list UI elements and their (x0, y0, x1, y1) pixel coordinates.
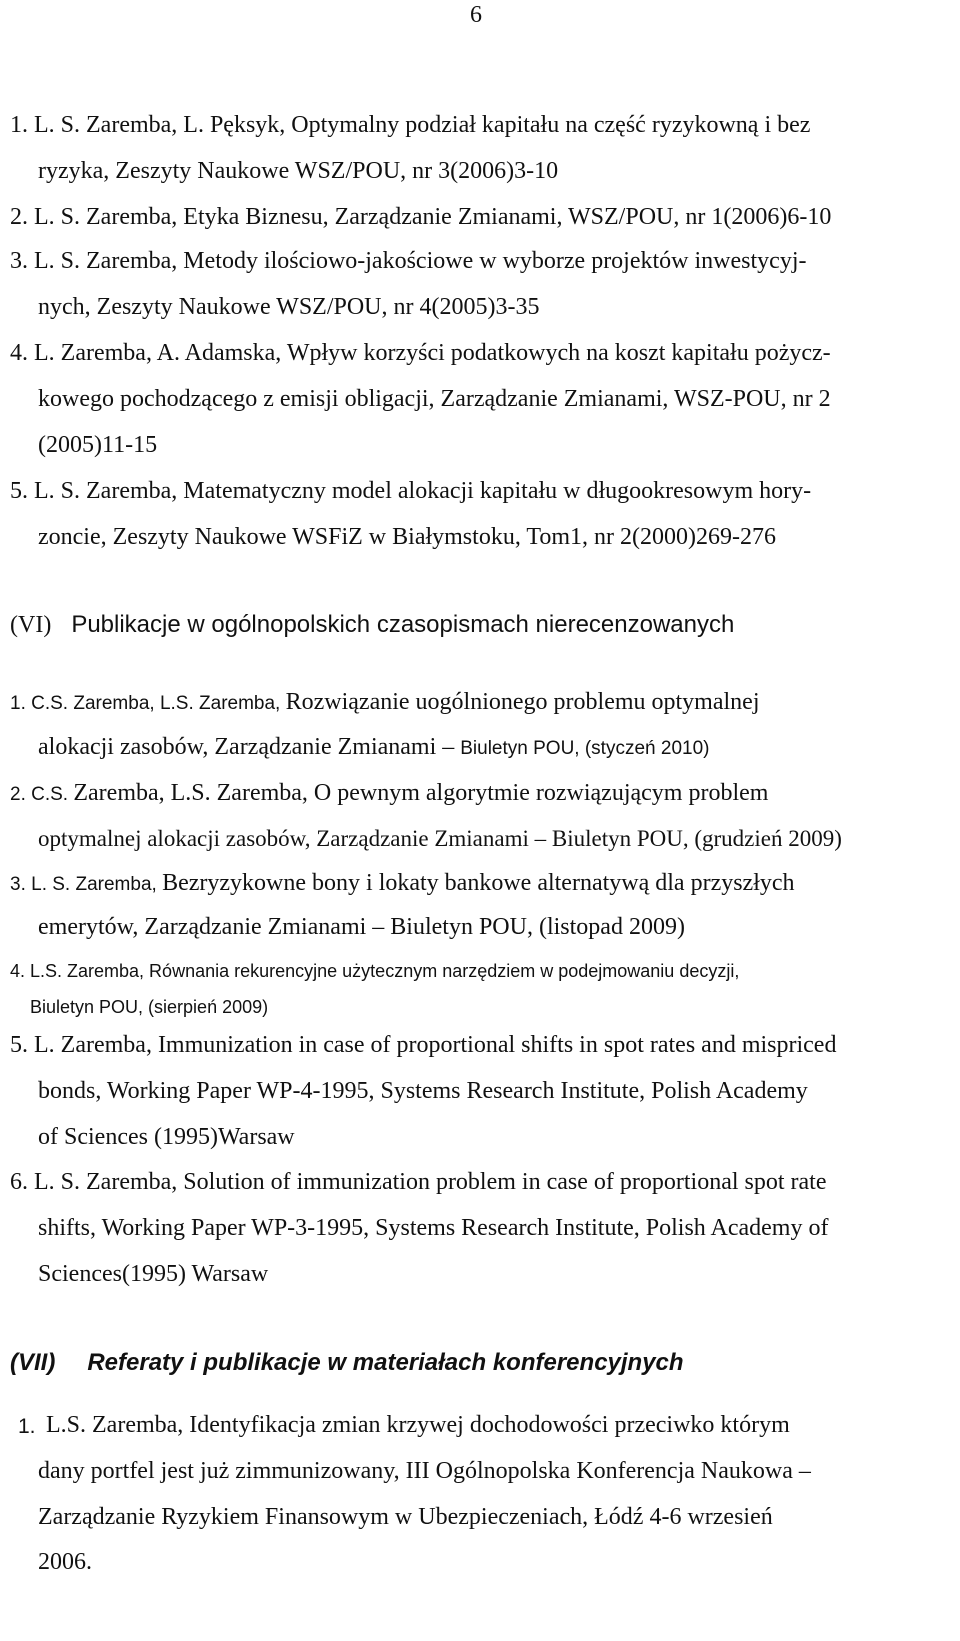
vi-item-6-line-3: Sciences(1995) Warsaw (38, 1261, 269, 1287)
list-item-2-line-1: 2. L. S. Zaremba, Etyka Biznesu, Zarządzanie Zmianami, WSZ/POU, nr 1(2006)6-10 (10, 204, 832, 230)
vi-item-5-line-1: 5. L. Zaremba, Immunization in case of proportional shifts in spot rates and mispriced (10, 1032, 837, 1058)
vi-item-2-journal: optymalnej alokacji zasobów, Zarządzanie Zmianami – Biuletyn POU, (grudzień 2009) (38, 826, 842, 851)
list-item-5-line-2: zoncie, Zeszyty Naukowe WSFiZ w Białymstoku, Tom1, nr 2(2000)269-276 (38, 524, 776, 550)
vi-item-3-authors: 3. L. S. Zaremba, (10, 874, 163, 895)
vi-item-1-line-1 (10, 688, 760, 718)
vi-item-6-line-1: 6. L. S. Zaremba, Solution of immunization problem in case of proportional spot rate (10, 1169, 827, 1195)
vi-item-3-line-2 (38, 913, 685, 941)
section-vii-heading (10, 1349, 684, 1377)
section-vi-number: (VI) (10, 612, 52, 638)
section-vi-title: Publikacje w ogólnopolskich czasopismach nierecenzowanych (71, 611, 735, 638)
section-vii-number: (VII) (10, 1349, 56, 1376)
vi-item-2-title: Zaremba, L.S. Zaremba, O pewnym algorytmie rozwiązującym problem (73, 780, 769, 806)
vi-item-2-line-2 (38, 825, 842, 853)
vi-item-4-line-1: 4. L.S. Zaremba, Równania rekurencyjne użytecznym narzędziem w podejmowaniu decyzji, (10, 961, 740, 981)
list-item-1-line-1: 1. L. S. Zaremba, L. Pęksyk, Optymalny podział kapitału na część ryzykowną i bez (10, 112, 811, 138)
vi-item-5-line-2: bonds, Working Paper WP-4-1995, Systems Research Institute, Polish Academy (38, 1078, 808, 1104)
vii-item-1-line-4: 2006. (38, 1549, 92, 1575)
vi-item-4-line-2: Biuletyn POU, (sierpień 2009) (30, 997, 269, 1017)
page-number: 6 (470, 2, 482, 28)
list-item-4-line-2: kowego pochodzącego z emisji obligacji, Zarządzanie Zmianami, WSZ-POU, nr 2 (38, 386, 831, 412)
vi-item-1-journal: alokacji zasobów, Zarządzanie Zmianami – (38, 734, 461, 760)
vi-item-6-line-2: shifts, Working Paper WP-3-1995, Systems Research Institute, Polish Academy of (38, 1215, 829, 1241)
list-item-5-line-1: 5. L. S. Zaremba, Matematyczny model alokacji kapitału w długookresowym hory- (10, 478, 812, 504)
vi-item-2-line-1 (10, 779, 768, 809)
vi-item-3-line-1 (10, 869, 795, 899)
vii-item-1-line-2: dany portfel jest już zimmunizowany, III Ogólnopolska Konferencja Naukowa – (38, 1458, 811, 1484)
vii-item-1-line-1: L.S. Zaremba, Identyfikacja zmian krzywej dochodowości przeciwko którym (46, 1412, 790, 1438)
section-vii-title: Referaty i publikacje w materiałach konferencyjnych (87, 1349, 684, 1376)
vi-item-1-authors: 1. C.S. Zaremba, L.S. Zaremba, (10, 693, 286, 714)
vi-item-2-num: 2. C.S. (10, 784, 74, 805)
vii-item-1-number: 1. (18, 1415, 36, 1438)
vi-item-1-source: Biuletyn POU, (styczeń 2010) (460, 738, 710, 759)
vi-item-1-title: Rozwiązanie uogólnionego problemu optymalnej (285, 689, 760, 715)
vi-item-3-journal: emerytów, Zarządzanie Zmianami – Biuletyn POU, (listopad 2009) (38, 914, 685, 940)
section-vi-heading (10, 611, 734, 639)
vi-item-3-title: Bezryzykowne bony i lokaty bankowe alternatywą dla przyszłych (162, 870, 795, 896)
vii-item-1-line-3: Zarządzanie Ryzykiem Finansowym w Ubezpieczeniach, Łódź 4-6 wrzesień (38, 1504, 773, 1530)
list-item-3-line-1: 3. L. S. Zaremba, Metody ilościowo-jakościowe w wyborze projektów inwestycyj- (10, 248, 807, 274)
list-item-3-line-2: nych, Zeszyty Naukowe WSZ/POU, nr 4(2005)3-35 (38, 294, 540, 320)
list-item-4-line-3: (2005)11-15 (38, 432, 158, 458)
vi-item-1-line-2 (38, 733, 709, 763)
list-item-4-line-1: 4. L. Zaremba, A. Adamska, Wpływ korzyści podatkowych na koszt kapitału pożycz- (10, 340, 831, 366)
vi-item-5-line-3: of Sciences (1995)Warsaw (38, 1124, 295, 1150)
list-item-1-line-2: ryzyka, Zeszyty Naukowe WSZ/POU, nr 3(2006)3-10 (38, 158, 559, 184)
